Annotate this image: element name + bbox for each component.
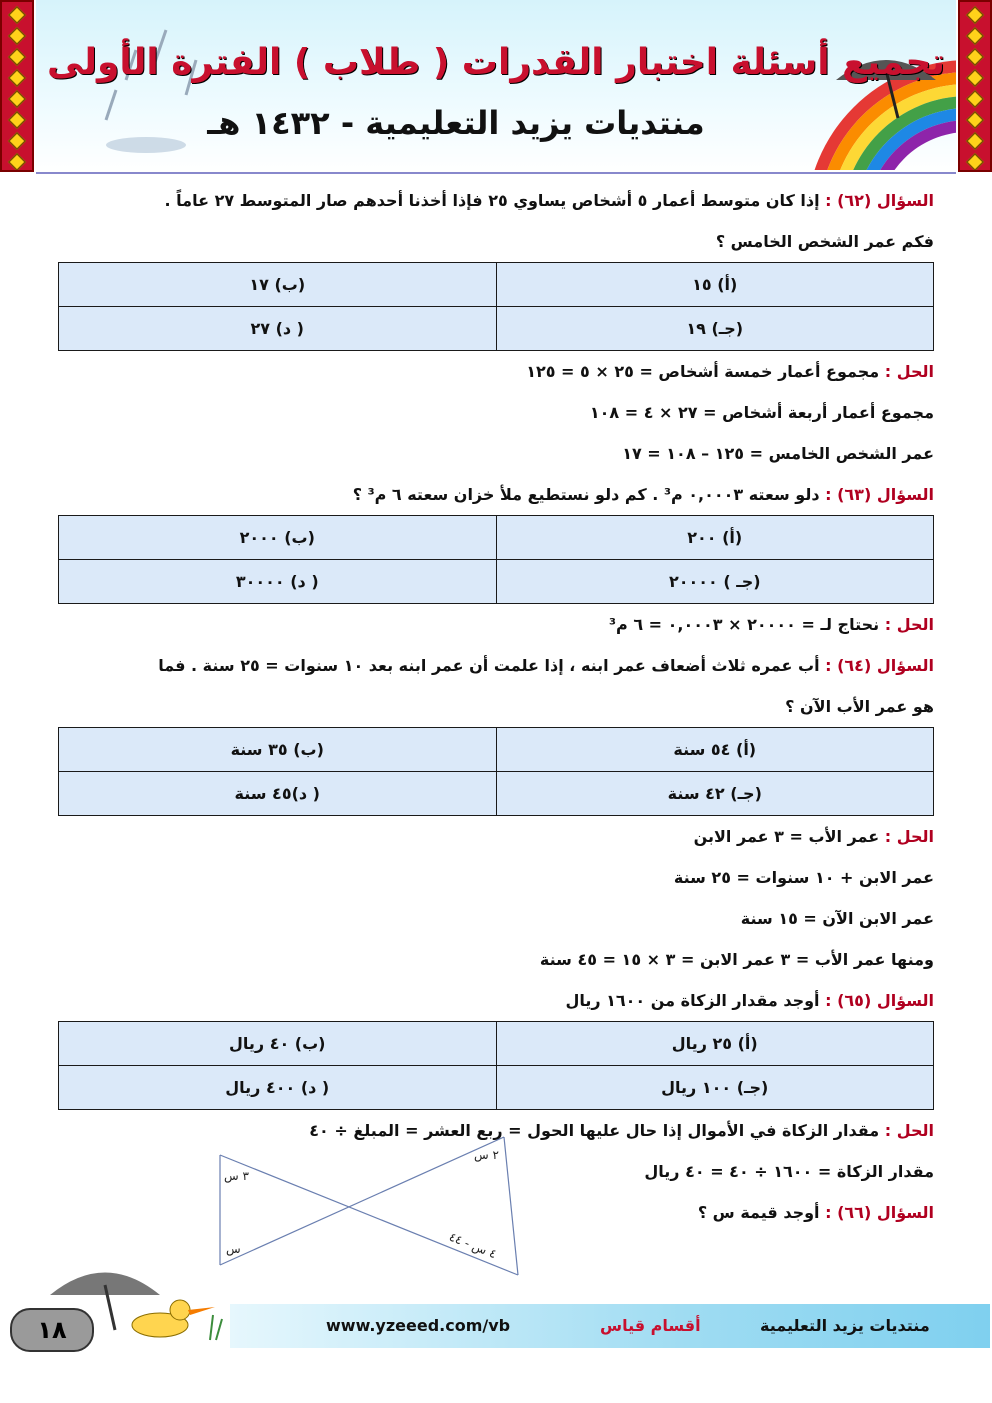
options-table-65 bbox=[58, 1021, 934, 1110]
solution-64-line-2: عمر الابن + ١٠ سنوات = ٢٥ سنة bbox=[673, 868, 934, 887]
solution-text: عمر الأب = ٣ عمر الابن bbox=[693, 827, 880, 846]
question-label: السؤال (٦٦) : bbox=[825, 1203, 934, 1222]
header-banner bbox=[36, 0, 956, 174]
solution-64-line-3: عمر الابن الآن = ١٥ سنة bbox=[740, 909, 934, 928]
question-label: السؤال (٦٣) : bbox=[825, 485, 934, 504]
option-c: (جـ) ١٩ bbox=[496, 307, 934, 351]
solution-label: الحل : bbox=[884, 362, 934, 381]
angle-label-bottom-left: س bbox=[226, 1242, 241, 1256]
question-62-continued: فكم عمر الشخص الخامس ؟ bbox=[715, 232, 934, 251]
question-text: أوجد مقدار الزكاة من ١٦٠٠ ريال bbox=[565, 991, 820, 1010]
rain-drops-icon bbox=[76, 10, 276, 170]
figure-right-edge bbox=[504, 1137, 518, 1275]
option-c: (جـ ) ٢٠٠٠٠ bbox=[496, 560, 934, 604]
option-c: (جـ) ١٠٠ ريال bbox=[496, 1066, 934, 1110]
figure-diagonal-1 bbox=[220, 1155, 518, 1275]
question-text: دلو سعته ٠,٠٠٠٣ م³ . كم دلو نستطيع ملأ خزان سعته ٦ م³ ؟ bbox=[352, 485, 820, 504]
solution-label: الحل : bbox=[884, 827, 934, 846]
question-62 bbox=[58, 180, 934, 221]
solution-text: نحتاج لـ = ٢٠٠٠٠ × ٠,٠٠٠٣ = ٦ م³ bbox=[609, 615, 880, 634]
option-b: (ب) ١٧ bbox=[59, 263, 497, 307]
option-a: (أ) ٢٥ ريال bbox=[496, 1022, 934, 1066]
main-content bbox=[58, 180, 934, 1233]
option-d: ( د) ٤٠٠ ريال bbox=[59, 1066, 497, 1110]
solution-text: مجموع أعمار خمسة أشخاص = ٢٥ × ٥ = ١٢٥ bbox=[526, 362, 880, 381]
question-label: السؤال (٦٥) : bbox=[825, 991, 934, 1010]
option-b: (ب) ٢٠٠٠ bbox=[59, 516, 497, 560]
option-b: (ب) ٣٥ سنة bbox=[59, 728, 497, 772]
options-table-63 bbox=[58, 515, 934, 604]
intersecting-lines-figure bbox=[212, 1135, 532, 1285]
option-d: ( د) ٢٧ bbox=[59, 307, 497, 351]
angle-label-top-left: ٣ س bbox=[224, 1169, 249, 1183]
option-b: (ب) ٤٠ ريال bbox=[59, 1022, 497, 1066]
question-65 bbox=[58, 980, 934, 1021]
solution-label: الحل : bbox=[884, 615, 934, 634]
page-subtitle: منتديات يزيد التعليمية - ١٤٣٢ هـ bbox=[207, 104, 705, 142]
question-64 bbox=[58, 645, 934, 686]
solution-text: مقدار الزكاة في الأموال إذا حال عليها الحول = ربع العشر = المبلغ ÷ ٤٠ bbox=[309, 1121, 880, 1140]
left-border-strip bbox=[0, 0, 34, 172]
right-border-strip bbox=[958, 0, 992, 172]
question-64-continued: هو عمر الأب الآن ؟ bbox=[785, 697, 934, 716]
question-label: السؤال (٦٢) : bbox=[825, 191, 934, 210]
question-text: أوجد قيمة س ؟ bbox=[697, 1203, 820, 1222]
solution-label: الحل : bbox=[884, 1121, 934, 1140]
solution-64-line-1 bbox=[58, 816, 934, 857]
solution-65-line-2: مقدار الزكاة = ١٦٠٠ ÷ ٤٠ = ٤٠ ريال bbox=[644, 1162, 934, 1181]
page-footer bbox=[0, 1302, 992, 1352]
option-d: ( د) ٣٠٠٠٠ bbox=[59, 560, 497, 604]
question-text: إذا كان متوسط أعمار ٥ أشخاص يساوي ٢٥ فإذا أخذنا أحدهم صار المتوسط ٢٧ عاماً . bbox=[164, 191, 820, 210]
solution-62-line-2: مجموع أعمار أربعة أشخاص = ٢٧ × ٤ = ١٠٨ bbox=[589, 403, 934, 422]
solution-63-line-1 bbox=[58, 604, 934, 645]
option-a: (أ) ١٥ bbox=[496, 263, 934, 307]
page-number: ١٨ bbox=[10, 1308, 94, 1352]
angle-label-top-right: ٢ س bbox=[474, 1148, 499, 1162]
option-a: (أ) ٥٤ سنة bbox=[496, 728, 934, 772]
solution-62-line-1 bbox=[58, 351, 934, 392]
option-c: (جـ) ٤٢ سنة bbox=[496, 772, 934, 816]
options-table-64 bbox=[58, 727, 934, 816]
footer-section: أقسام قياس bbox=[600, 1316, 701, 1335]
option-a: (أ) ٢٠٠ bbox=[496, 516, 934, 560]
page-title: تجميع أسئلة اختبار القدرات ( طلاب ) الفترة الأولى bbox=[47, 42, 945, 83]
footer-forum: منتديات يزيد التعليمية bbox=[760, 1316, 930, 1335]
question-63 bbox=[58, 474, 934, 515]
solution-62-line-3: عمر الشخص الخامس = ١٢٥ – ١٠٨ = ١٧ bbox=[622, 444, 934, 463]
options-table-62 bbox=[58, 262, 934, 351]
question-label: السؤال (٦٤) : bbox=[825, 656, 934, 675]
option-d: ( د)٤٥ سنة bbox=[59, 772, 497, 816]
question-text: أب عمره ثلاث أضعاف عمر ابنه ، إذا علمت أن عمر ابنه بعد ١٠ سنوات = ٢٥ سنة . فما bbox=[158, 656, 820, 675]
solution-64-line-4: ومنها عمر الأب = ٣ عمر الابن = ٣ × ١٥ = ٤٥ سنة bbox=[539, 950, 934, 969]
footer-url[interactable]: www.yzeeed.com/vb bbox=[326, 1316, 511, 1335]
angle-label-bottom-right: ٤ س - ٤٤ bbox=[447, 1229, 499, 1262]
